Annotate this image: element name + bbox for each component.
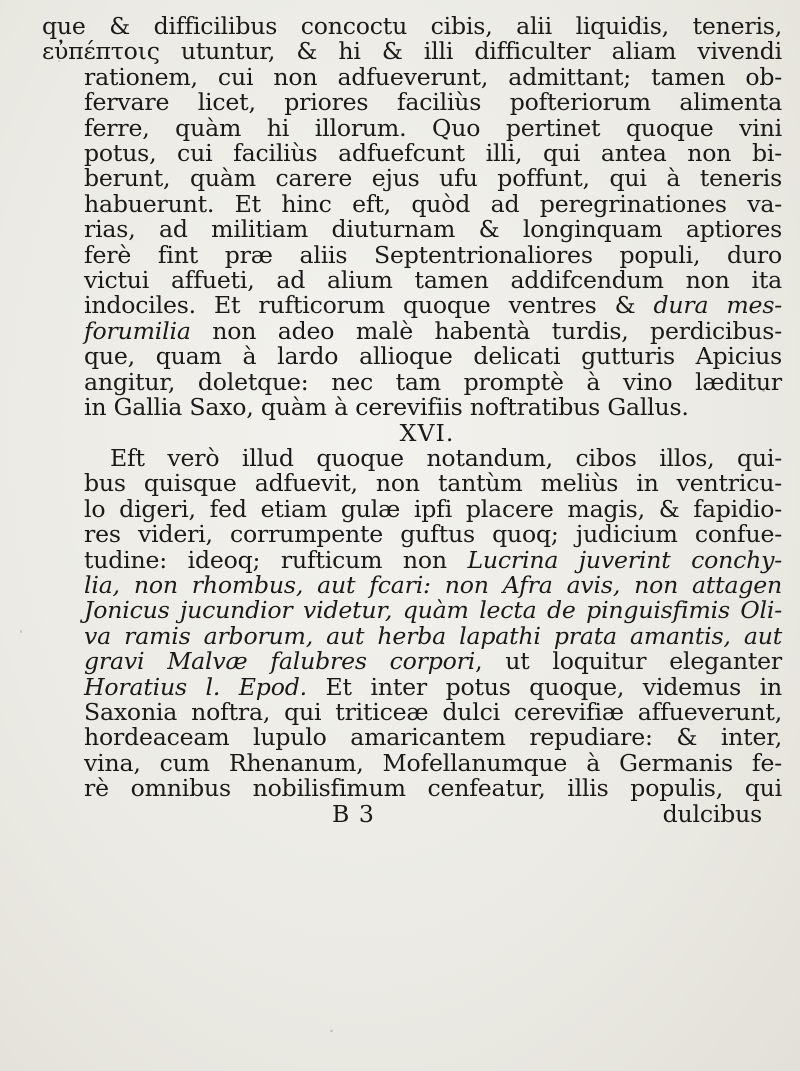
text-line	[42, 545, 782, 574]
page-footer	[42, 799, 782, 828]
text-line	[42, 649, 782, 674]
text-run: tudine: ideoq; rufticum non	[84, 545, 468, 574]
text-run: non adeo malè habentà turdis, perdicibus-	[190, 316, 782, 345]
text-line: Saxonia noftra, qui triticeæ dulci cerevifiæ affueverunt,	[84, 697, 782, 726]
text-line: lo digeri, fed etiam gulæ ipfi placere magis, & fapidio-	[84, 494, 782, 523]
text-line: rè omnibus nobilisfimum cenfeatur, illis populis, qui	[84, 774, 782, 803]
italic-line: Jonicus jucundior videtur, quàm lecta de pinguisfimis Oli-	[84, 596, 782, 625]
text-line: que & difficilibus concoctu cibis, alii liquidis, teneris,	[42, 12, 782, 40]
text-line: ferre, quàm hi illorum. Quo pertinet quoque vini	[84, 113, 782, 142]
text-line: in Gallia Saxo, quàm à cerevifiis noftratibus Gallus.	[84, 393, 689, 422]
italic-run: gravi Malvæ falubres corpori	[84, 647, 476, 676]
text-line: ferè fint præ aliis Septentrionaliores populi, duro	[84, 240, 782, 269]
text-line	[42, 316, 782, 345]
text-run: indociles. Et rufticorum quoque ventres &	[84, 291, 654, 320]
text-line: habuerunt. Et hinc eft, quòd ad peregrinationes va-	[84, 189, 782, 218]
italic-line: va ramis arborum, aut herba lapathi prata amantis, aut	[84, 621, 782, 650]
paper-speck	[330, 1030, 333, 1032]
text-line	[42, 672, 782, 701]
italic-run: dura mes-	[653, 291, 783, 320]
text-line: Eft verò illud quoque notandum, cibos illos, qui-	[110, 443, 782, 472]
text-line: vina, cum Rhenanum, Mofellanumque à Germanis fe-	[84, 748, 782, 777]
text-line: angitur, doletque: nec tam promptè à vino læditur	[84, 367, 782, 396]
catchword: dulcibus	[662, 799, 762, 828]
section-heading: XVI.	[399, 418, 455, 447]
paper-speck	[20, 630, 22, 633]
signature-mark: B 3	[332, 799, 375, 828]
text-run: , ut loquitur eleganter	[475, 647, 782, 676]
page-text	[42, 14, 782, 827]
text-line: rias, ad militiam diuturnam & longinquam aptiores	[84, 215, 782, 244]
text-line: berunt, quàm carere ejus ufu poffunt, qui à teneris	[84, 164, 782, 193]
text-line: bus quisque adfuevit, non tantùm meliùs in ventricu-	[84, 469, 782, 498]
text-run: Et inter potus quoque, videmus in	[306, 672, 782, 701]
text-line: hordeaceam lupulo amaricantem repudiare: & inter,	[84, 723, 782, 752]
text-line: que, quam à lardo allioque delicati gutturis Apicius	[84, 342, 782, 371]
text-line: res videri, corrumpente guftus quoq; judicium confue-	[84, 520, 782, 549]
text-line: fervare licet, priores faciliùs pofteriorum alimenta	[84, 88, 782, 117]
italic-run: forumilia	[84, 316, 191, 345]
text-line: potus, cui faciliùs adfuefcunt illi, qui antea non bi-	[84, 139, 782, 168]
text-line: rationem, cui non adfueverunt, admittant; tamen ob-	[84, 62, 782, 91]
text-line: victui affueti, ad alium tamen addifcendum non ita	[84, 266, 782, 295]
text-line: εὐπέπτοις utuntur, & hi & illi difficulter aliam vivendi	[42, 37, 782, 66]
italic-run: Lucrina juverint conchy-	[467, 545, 782, 574]
text-line	[42, 293, 782, 318]
italic-run: Horatius l. Epod.	[84, 672, 307, 701]
italic-line: lia, non rhombus, aut fcari: non Afra avis, non attagen	[84, 570, 782, 599]
